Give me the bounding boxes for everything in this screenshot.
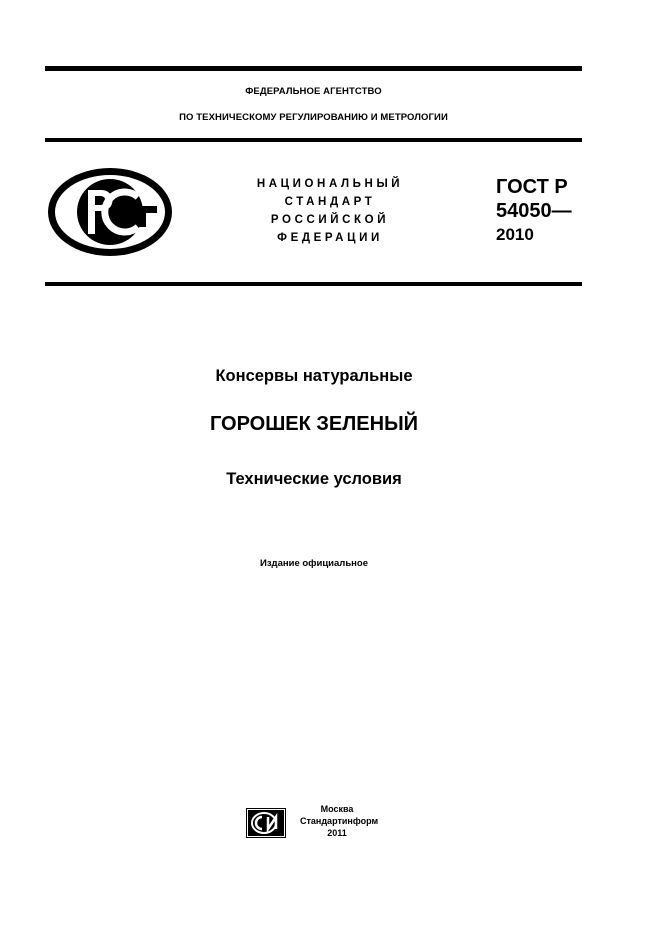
top-rule	[45, 66, 582, 71]
middle-rule	[45, 138, 582, 142]
rst-logo-icon	[46, 166, 174, 263]
national-standard-line-4: ФЕДЕРАЦИИ	[277, 232, 383, 244]
edition-label: Издание официальное	[260, 558, 368, 569]
national-standard-label	[230, 175, 430, 247]
national-standard-line-2: СТАНДАРТ	[284, 196, 376, 208]
bottom-rule	[45, 282, 582, 286]
gost-year: 2010	[496, 225, 534, 244]
title-line-1: Консервы натуральные	[215, 367, 413, 385]
gost-number: 54050—	[496, 200, 572, 222]
agency-line-2: ПО ТЕХНИЧЕСКОМУ РЕГУЛИРОВАНИЮ И МЕТРОЛОГИИ	[179, 112, 448, 123]
title-line-3: Технические условия	[226, 470, 402, 488]
national-standard-line-3: РОССИЙСКОЙ	[270, 214, 390, 226]
publisher-city: Москва	[320, 804, 354, 814]
agency-line-1: ФЕДЕРАЛЬНОЕ АГЕНТСТВО	[245, 86, 382, 97]
national-standard-line-1: НАЦИОНАЛЬНЫЙ	[256, 178, 404, 190]
gost-designation	[496, 175, 572, 247]
standartinform-logo-icon	[246, 808, 286, 843]
gost-prefix: ГОСТ Р	[496, 176, 568, 198]
publisher-name: Стандартинформ	[300, 816, 379, 826]
title-line-2: ГОРОШЕК ЗЕЛЕНЫЙ	[209, 413, 419, 435]
publisher-block	[300, 803, 379, 839]
publisher-year: 2011	[327, 828, 347, 838]
